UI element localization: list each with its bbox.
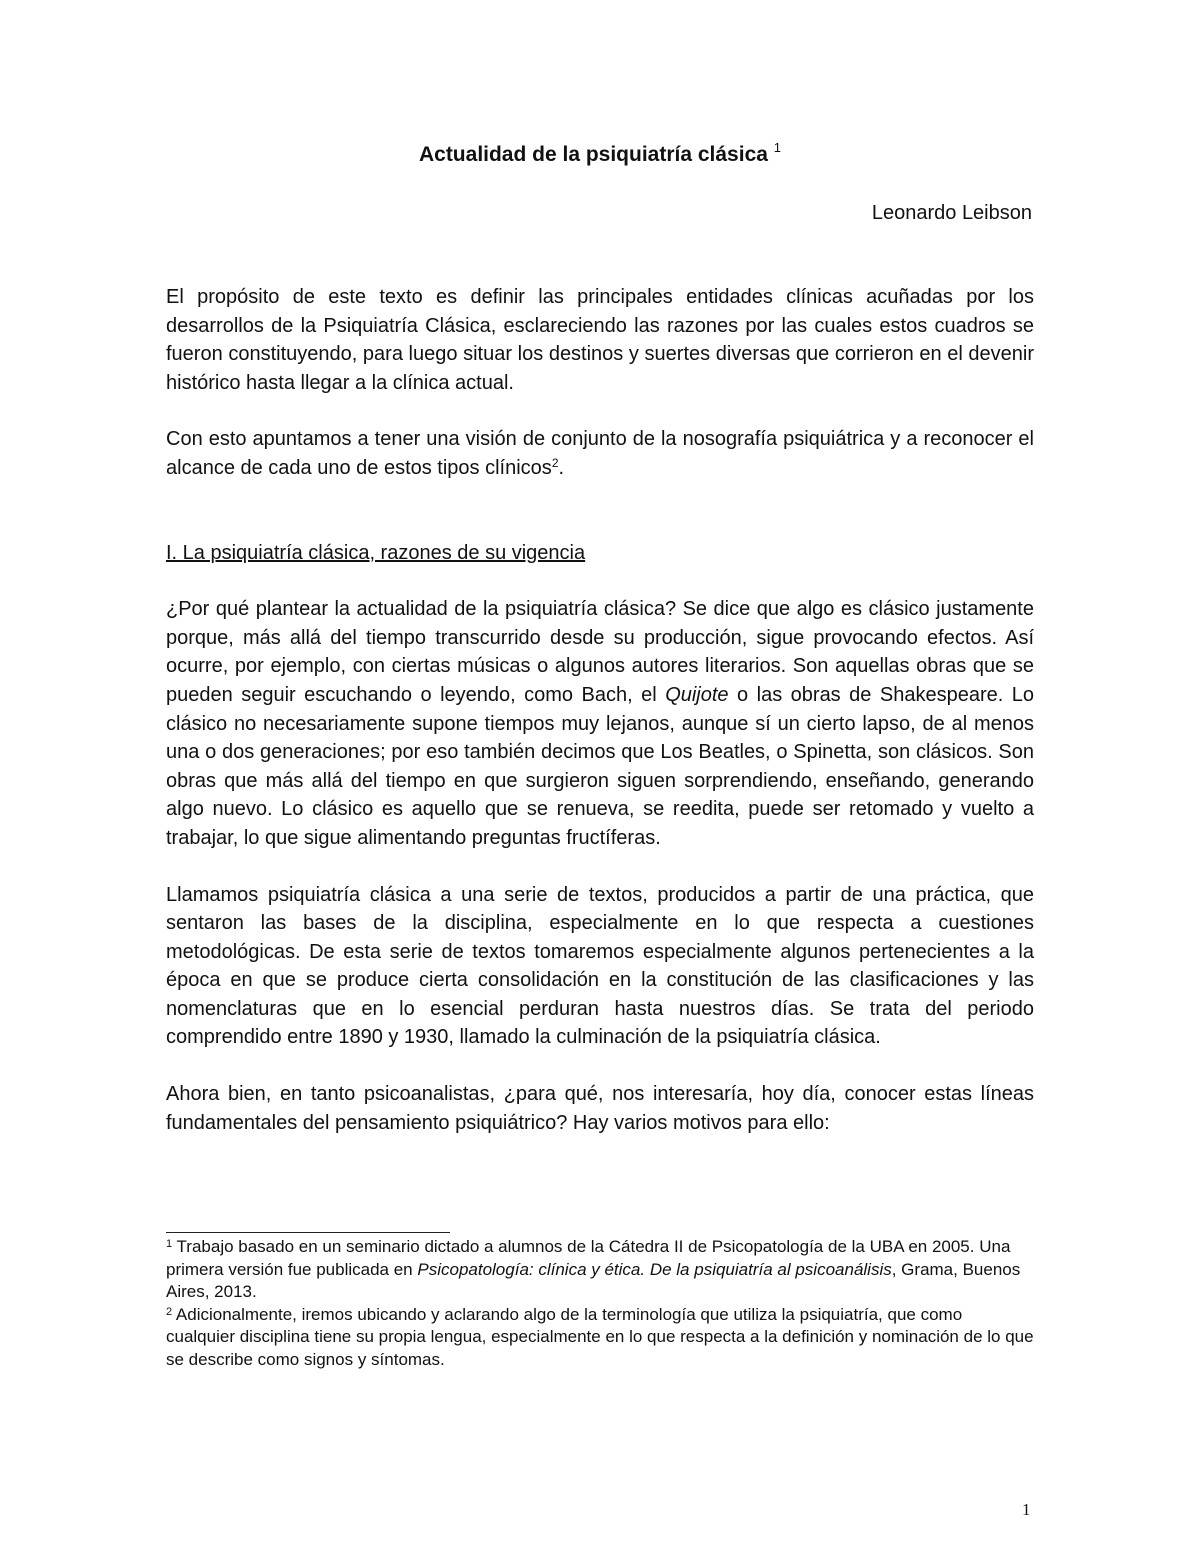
section-paragraph-2: Llamamos psiquiatría clásica a una serie de textos, producidos a partir de una práctica, que sentaron las bases de la disciplina, especialmente en lo que respecta a cuestiones metodológicas. De esta serie de textos tomaremos especialmente algunos pertenecientes a la época en que se produce cierta consolidación en la constitución de las clasificaciones y las nomenclaturas que en lo esencial perduran hasta nuestros días. Se trata del periodo comprendido entre 1890 y 1930, llamado la culminación de la psiquiatría clásica. xyxy=(166,883,1034,1049)
intro-paragraph-2-end: . xyxy=(558,456,565,479)
title-text: Actualidad de la psiquiatría clásica xyxy=(418,143,768,166)
intro-paragraph-2 xyxy=(166,425,1034,482)
footnote-1-text-b: , Grama, Buenos Aires, 2013. xyxy=(166,1259,1021,1301)
footnote-1-marker: 1 xyxy=(166,1238,173,1250)
section-paragraph-3: Ahora bien, en tanto psicoanalistas, ¿para qué, nos interesaría, hoy día, conocer estas líneas fundamentales del pensamiento psiquiátrico? Hay varios motivos para ello: xyxy=(166,1083,1034,1134)
section-paragraph-1 xyxy=(166,595,1034,852)
footnote-ref-2: 2 xyxy=(551,455,559,470)
footnote-separator xyxy=(166,1232,450,1233)
document-body xyxy=(166,283,1034,1165)
title-footnote-ref: 1 xyxy=(773,140,782,155)
footnote-2-text: Adicionalmente, iremos ubicando y aclarando algo de la terminología que utiliza la psiquiatría, que como cualquier disciplina tiene su propia lengua, especialmente en lo que respecta a la definición y nominación de lo que se describe como signos y síntomas. xyxy=(166,1304,1034,1369)
section-paragraph-1-italic: Quijote xyxy=(665,683,729,706)
section-paragraph-1-a: ¿Por qué plantear la actualidad de la psiquiatría clásica? Se dice que algo es clásico justamente porque, más allá del tiempo transcurrido desde su producción, sigue provocando efectos. Así ocurre, por ejemplo, con ciertas músicas o algunos autores literarios. Son aquellas obras que se pueden seguir escuchando o leyendo, como Bach, el xyxy=(166,598,1034,706)
footnote-1 xyxy=(166,1236,1034,1304)
footnote-2-marker: 2 xyxy=(166,1305,173,1318)
footnotes xyxy=(166,1236,1034,1371)
section-paragraph-1-b: o las obras de Shakespeare. Lo clásico no necesariamente supone tiempos muy lejanos, aunque sí un cierto lapso, de al menos una o dos generaciones; por eso también decimos que Los Beatles, o Spinetta, son clásicos. Son obras que más allá del tiempo en que surgieron siguen sorprendiendo, enseñando, generando algo nuevo. Lo clásico es aquello que se renueva, se reedita, puede ser retomado y vuelto a trabajar, lo que sigue alimentando preguntas fructíferas. xyxy=(166,683,1035,849)
page-number: 1 xyxy=(1022,1500,1031,1519)
document-title xyxy=(0,140,1200,167)
footnote-1-text-a: Trabajo basado en un seminario dictado a alumnos de la Cátedra II de Psicopatología de la UBA en 2005. Una primera versión fue publicada en xyxy=(166,1237,1011,1279)
intro-paragraph-2-text: Con esto apuntamos a tener una visión de conjunto de la nosografía psiquiátrica y a reconocer el alcance de cada uno de estos tipos clínicos xyxy=(166,428,1034,479)
intro-paragraph-1: El propósito de este texto es definir las principales entidades clínicas acuñadas por los desarrollos de la Psiquiatría Clásica, esclareciendo las razones por las cuales estos cuadros se fueron constituyendo, para luego situar los destinos y suertes diversas que corrieron en el devenir histórico hasta llegar a la clínica actual. xyxy=(166,286,1034,394)
author-name: Leonardo Leibson xyxy=(871,202,1032,224)
footnote-1-italic: Psicopatología: clínica y ética. De la psiquiatría al psicoanálisis xyxy=(417,1259,892,1279)
footnote-2 xyxy=(166,1304,1034,1372)
section-heading: I. La psiquiatría clásica, razones de su vigencia xyxy=(166,541,586,564)
